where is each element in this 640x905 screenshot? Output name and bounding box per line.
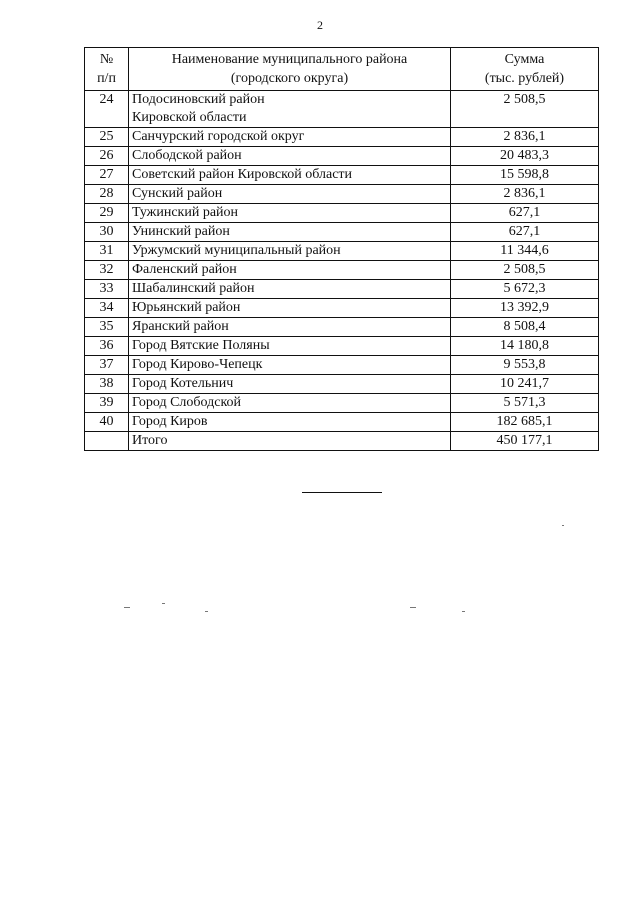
row-sum: 8 508,4 [451, 318, 599, 337]
row-number: 25 [85, 128, 129, 147]
row-number: 33 [85, 280, 129, 299]
subsidy-table [84, 47, 599, 451]
table-row [85, 394, 599, 413]
row-sum: 2 836,1 [451, 128, 599, 147]
row-number: 32 [85, 261, 129, 280]
scan-speck [162, 603, 165, 604]
table-row [85, 204, 599, 223]
row-sum: 627,1 [451, 223, 599, 242]
row-name: Санчурский городской округ [129, 128, 451, 147]
row-name: Фаленский район [129, 261, 451, 280]
row-number: 35 [85, 318, 129, 337]
row-sum: 15 598,8 [451, 166, 599, 185]
row-number: 29 [85, 204, 129, 223]
row-name: Город Слободской [129, 394, 451, 413]
row-name: Сунский район [129, 185, 451, 204]
scan-speck [205, 611, 208, 612]
row-sum: 2 508,5 [451, 91, 599, 128]
row-number: 27 [85, 166, 129, 185]
table-row [85, 128, 599, 147]
row-sum: 5 571,3 [451, 394, 599, 413]
row-name: Тужинский район [129, 204, 451, 223]
row-name: Шабалинский район [129, 280, 451, 299]
header-num: № п/п [85, 48, 129, 91]
row-number: 34 [85, 299, 129, 318]
row-sum: 5 672,3 [451, 280, 599, 299]
table-row [85, 413, 599, 432]
total-sum: 450 177,1 [451, 432, 599, 451]
row-sum: 10 241,7 [451, 375, 599, 394]
row-sum: 182 685,1 [451, 413, 599, 432]
row-name: Унинский район [129, 223, 451, 242]
row-number: 36 [85, 337, 129, 356]
table-row [85, 337, 599, 356]
row-sum: 9 553,8 [451, 356, 599, 375]
table-row [85, 299, 599, 318]
table-row [85, 280, 599, 299]
table-row [85, 166, 599, 185]
table-row [85, 375, 599, 394]
table-row [85, 318, 599, 337]
table-row [85, 223, 599, 242]
row-name: Яранский район [129, 318, 451, 337]
row-name: Советский район Кировской области [129, 166, 451, 185]
table-row [85, 147, 599, 166]
row-number: 26 [85, 147, 129, 166]
row-number: 39 [85, 394, 129, 413]
table-header-row [85, 48, 599, 91]
table-row [85, 356, 599, 375]
table-row [85, 261, 599, 280]
row-number: 31 [85, 242, 129, 261]
row-sum: 13 392,9 [451, 299, 599, 318]
total-row [85, 432, 599, 451]
row-name: Город Вятские Поляны [129, 337, 451, 356]
table-body [85, 91, 599, 451]
row-sum: 14 180,8 [451, 337, 599, 356]
row-name: Юрьянский район [129, 299, 451, 318]
row-number: 37 [85, 356, 129, 375]
row-sum: 2 836,1 [451, 185, 599, 204]
row-number: 24 [85, 91, 129, 128]
scan-speck [562, 525, 564, 526]
row-name: Город Котельнич [129, 375, 451, 394]
page-number: 2 [317, 18, 323, 32]
scan-speck [124, 607, 130, 608]
row-sum: 2 508,5 [451, 261, 599, 280]
header-sum: Сумма (тыс. рублей) [451, 48, 599, 91]
row-sum: 627,1 [451, 204, 599, 223]
row-sum: 11 344,6 [451, 242, 599, 261]
table-row [85, 185, 599, 204]
row-name: Город Кирово-Чепецк [129, 356, 451, 375]
row-name: Подосиновский район Кировской области [129, 91, 451, 128]
header-name: Наименование муниципального района (городского округа) [129, 48, 451, 91]
row-name: Слободской район [129, 147, 451, 166]
scan-speck [410, 607, 416, 608]
table-row [85, 91, 599, 128]
row-name: Город Киров [129, 413, 451, 432]
scan-speck [462, 611, 465, 612]
row-number: 30 [85, 223, 129, 242]
row-number: 38 [85, 375, 129, 394]
closing-rule [302, 492, 382, 493]
total-name: Итого [129, 432, 451, 451]
row-name: Уржумский муниципальный район [129, 242, 451, 261]
row-sum: 20 483,3 [451, 147, 599, 166]
row-number: 40 [85, 413, 129, 432]
table-row [85, 242, 599, 261]
row-number: 28 [85, 185, 129, 204]
total-num [85, 432, 129, 451]
